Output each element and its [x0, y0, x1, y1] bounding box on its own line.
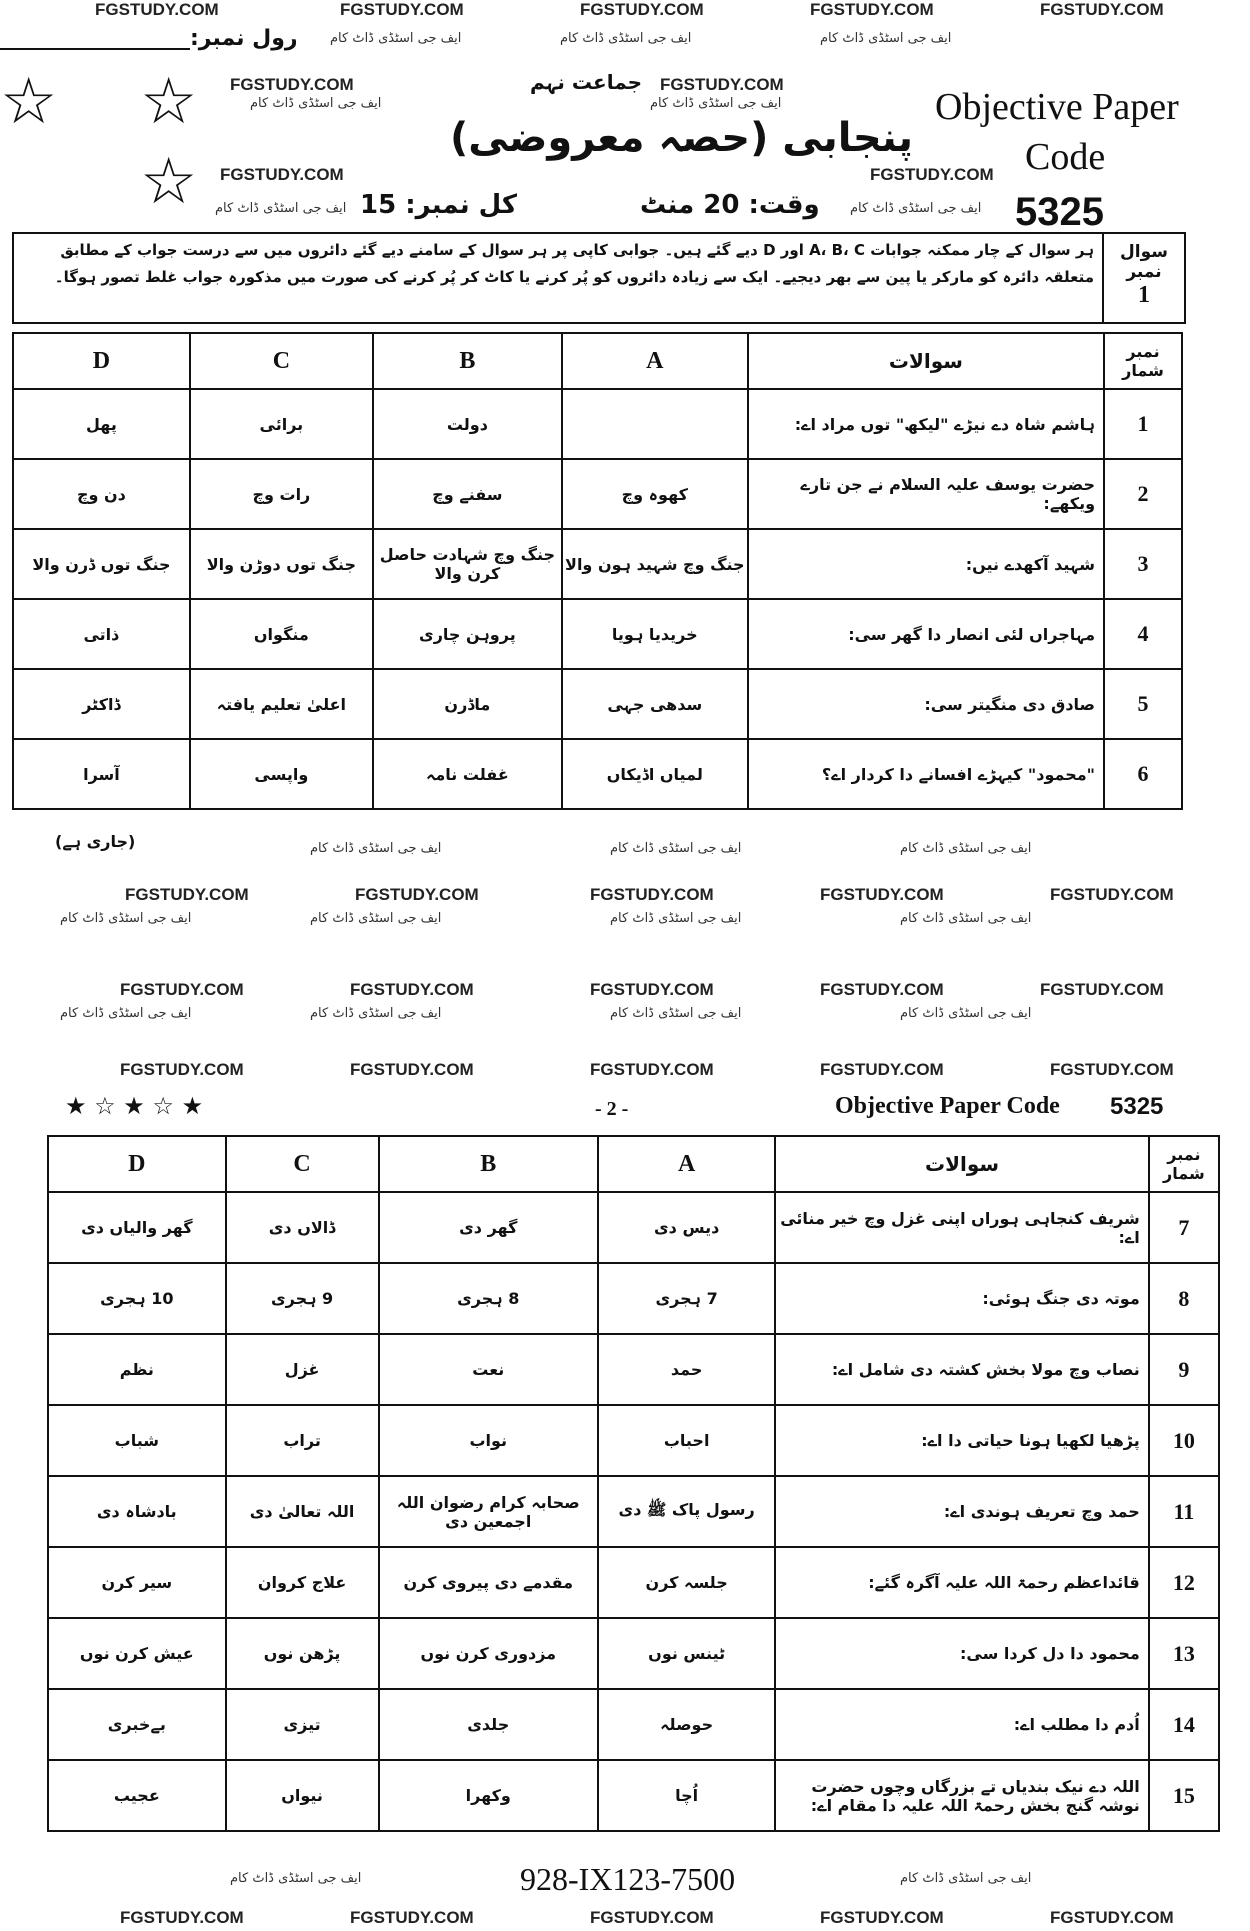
watermark-text: FGSTUDY.COM	[95, 0, 219, 19]
option-a: احباب	[598, 1405, 775, 1476]
watermark-text-urdu: ایف جی اسٹڈی ڈاٹ کام	[310, 911, 442, 926]
question-number: 2	[1104, 459, 1182, 529]
option-a: کھوہ وچ	[562, 459, 748, 529]
column-header-question: سوالات	[775, 1136, 1148, 1192]
paper-code-label: Objective Paper	[935, 86, 1179, 128]
question-number-cell	[1102, 234, 1184, 322]
question-row	[13, 669, 1182, 739]
paper-code: 5325	[1015, 190, 1104, 234]
option-a: حمد	[598, 1334, 775, 1405]
question-row	[13, 529, 1182, 599]
question-number: 11	[1149, 1476, 1219, 1547]
question-text: "محمود" کیہڑے افسانے دا کردار اے؟	[748, 739, 1104, 809]
option-d: عجیب	[48, 1760, 226, 1831]
option-b: مزدوری کرن نوں	[379, 1618, 598, 1689]
option-b: جلدی	[379, 1689, 598, 1760]
question-row	[13, 389, 1182, 459]
option-c: جنگ توں دوڑن والا	[190, 529, 373, 599]
option-c: ڈالاں دی	[226, 1192, 379, 1263]
question-text: پڑھیا لکھیا ہونا حیاتی دا اے:	[775, 1405, 1148, 1476]
question-number: 10	[1149, 1405, 1219, 1476]
option-d: عیش کرن نوں	[48, 1618, 226, 1689]
star-icon: ☆	[140, 65, 198, 139]
question-text: قائداعظم رحمۃ اللہ علیہ آگرہ گئے:	[775, 1547, 1148, 1618]
table-header-row	[13, 333, 1182, 389]
option-d: بادشاہ دی	[48, 1476, 226, 1547]
watermark-text: FGSTUDY.COM	[230, 75, 354, 94]
watermark-text: FGSTUDY.COM	[590, 1060, 714, 1079]
watermark-text-urdu: ایف جی اسٹڈی ڈاٹ کام	[310, 841, 442, 856]
watermark-text-urdu: ایف جی اسٹڈی ڈاٹ کام	[560, 31, 692, 46]
option-a: سدھی جہی	[562, 669, 748, 739]
option-a: اُچا	[598, 1760, 775, 1831]
option-b: گھر دی	[379, 1192, 598, 1263]
column-header-question: سوالات	[748, 333, 1104, 389]
watermark-text: FGSTUDY.COM	[820, 980, 944, 999]
option-a: رسول پاک ﷺ دی	[598, 1476, 775, 1547]
watermark-text-urdu: ایف جی اسٹڈی ڈاٹ کام	[900, 841, 1032, 856]
class-label: جماعت نہم	[530, 70, 643, 94]
option-c: غزل	[226, 1334, 379, 1405]
option-d: نظم	[48, 1334, 226, 1405]
option-b: مقدمے دی پیروی کرن	[379, 1547, 598, 1618]
option-a: 7 ہجری	[598, 1263, 775, 1334]
footer-code: 928-IX123-7500	[520, 1861, 736, 1897]
option-c: نیواں	[226, 1760, 379, 1831]
watermark-text-urdu: ایف جی اسٹڈی ڈاٹ کام	[610, 1006, 742, 1021]
total-marks: کل نمبر: 15	[360, 190, 517, 220]
question-text: ہاشم شاہ دے نیڑے "لیکھ" توں مراد اے:	[748, 389, 1104, 459]
question-text: اُدم دا مطلب اے:	[775, 1689, 1148, 1760]
question-row	[48, 1689, 1219, 1760]
option-d: ڈاکٹر	[13, 669, 190, 739]
option-c: علاج کروان	[226, 1547, 379, 1618]
watermark-text: FGSTUDY.COM	[120, 1908, 244, 1927]
question-number: 12	[1149, 1547, 1219, 1618]
column-header-d: D	[13, 333, 190, 389]
question-number: 4	[1104, 599, 1182, 669]
watermark-text: FGSTUDY.COM	[355, 885, 479, 904]
watermark-text-urdu: ایف جی اسٹڈی ڈاٹ کام	[230, 1871, 362, 1886]
question-number: 13	[1149, 1618, 1219, 1689]
watermark-text-urdu: ایف جی اسٹڈی ڈاٹ کام	[60, 911, 192, 926]
page-number: - 2 -	[595, 1098, 629, 1120]
option-c: تیزی	[226, 1689, 379, 1760]
option-a: جنگ وچ شہید ہون والا	[562, 529, 748, 599]
option-c: واپسی	[190, 739, 373, 809]
question-row	[48, 1476, 1219, 1547]
option-b: جنگ وچ شہادت حاصل کرن والا	[373, 529, 562, 599]
column-header-b: B	[373, 333, 562, 389]
watermark-text: FGSTUDY.COM	[1040, 980, 1164, 999]
option-c: اعلیٰ تعلیم یافتہ	[190, 669, 373, 739]
watermark-text-urdu: ایف جی اسٹڈی ڈاٹ کام	[900, 911, 1032, 926]
subject-title: پنجابی (حصہ معروضی)	[450, 115, 913, 161]
question-number: 3	[1104, 529, 1182, 599]
question-text: مہاجراں لئی انصار دا گھر سی:	[748, 599, 1104, 669]
option-c: اللہ تعالیٰ دی	[226, 1476, 379, 1547]
watermark-text-urdu: ایف جی اسٹڈی ڈاٹ کام	[610, 911, 742, 926]
option-d: دن وچ	[13, 459, 190, 529]
option-d: آسرا	[13, 739, 190, 809]
page2-code: 5325	[1110, 1093, 1164, 1120]
option-d: پھل	[13, 389, 190, 459]
question-row	[48, 1618, 1219, 1689]
option-a: جلسہ کرن	[598, 1547, 775, 1618]
watermark-text: FGSTUDY.COM	[1050, 1908, 1174, 1927]
question-text: اللہ دے نیک بندیاں تے بزرگاں وچوں حضرت نوشہ گنج بخش رحمۃ اللہ علیہ دا مقام اے:	[775, 1760, 1148, 1831]
watermark-text: FGSTUDY.COM	[340, 0, 464, 19]
watermark-text: FGSTUDY.COM	[810, 0, 934, 19]
question-number: 6	[1104, 739, 1182, 809]
option-a	[562, 389, 748, 459]
star-icon: ☆	[140, 145, 198, 219]
option-b: سفنے وچ	[373, 459, 562, 529]
question-text: حضرت یوسف علیہ السلام نے جن تارے ویکھے:	[748, 459, 1104, 529]
column-header-a: A	[562, 333, 748, 389]
watermark-text: FGSTUDY.COM	[870, 165, 994, 184]
continued-note: (جاری ہے)	[55, 832, 136, 851]
watermark-text-urdu: ایف جی اسٹڈی ڈاٹ کام	[900, 1006, 1032, 1021]
question-number: 1	[1138, 282, 1150, 308]
option-b: پروہن چاری	[373, 599, 562, 669]
watermark-text: FGSTUDY.COM	[350, 1060, 474, 1079]
watermark-text-urdu: ایف جی اسٹڈی ڈاٹ کام	[60, 1006, 192, 1021]
option-c: تراب	[226, 1405, 379, 1476]
option-d: شباب	[48, 1405, 226, 1476]
question-label: سوال نمبر	[1120, 242, 1168, 282]
watermark-text: FGSTUDY.COM	[660, 75, 784, 94]
roll-number-field[interactable]	[0, 48, 190, 50]
column-header-c: C	[190, 333, 373, 389]
option-d: بےخبری	[48, 1689, 226, 1760]
question-row	[48, 1192, 1219, 1263]
watermark-text-urdu: ایف جی اسٹڈی ڈاٹ کام	[215, 201, 347, 216]
option-d: گھر والیاں دی	[48, 1192, 226, 1263]
option-b: نعت	[379, 1334, 598, 1405]
watermark-text: FGSTUDY.COM	[350, 1908, 474, 1927]
watermark-text: FGSTUDY.COM	[1040, 0, 1164, 19]
question-number: 15	[1149, 1760, 1219, 1831]
question-row	[13, 739, 1182, 809]
column-header-d: D	[48, 1136, 226, 1192]
watermark-text: FGSTUDY.COM	[590, 980, 714, 999]
watermark-text-urdu: ایف جی اسٹڈی ڈاٹ کام	[250, 96, 382, 111]
question-text: شہید آکھدے نیں:	[748, 529, 1104, 599]
watermark-text: FGSTUDY.COM	[1050, 1060, 1174, 1079]
watermark-text-urdu: ایف جی اسٹڈی ڈاٹ کام	[850, 201, 982, 216]
question-row	[13, 459, 1182, 529]
question-text: شریف کنجاہی ہوراں اپنی غزل وچ خیر منائی اے:	[775, 1192, 1148, 1263]
watermark-text: FGSTUDY.COM	[1050, 885, 1174, 904]
watermark-text: FGSTUDY.COM	[220, 165, 344, 184]
option-b: ماڈرن	[373, 669, 562, 739]
question-text: موتہ دی جنگ ہوئی:	[775, 1263, 1148, 1334]
option-a: لمیاں اڈیکاں	[562, 739, 748, 809]
watermark-text-urdu: ایف جی اسٹڈی ڈاٹ کام	[330, 31, 462, 46]
option-b: وکھرا	[379, 1760, 598, 1831]
option-c: پڑھن نوں	[226, 1618, 379, 1689]
question-number: 9	[1149, 1334, 1219, 1405]
question-number: 14	[1149, 1689, 1219, 1760]
watermark-text: FGSTUDY.COM	[120, 980, 244, 999]
option-a: دیس دی	[598, 1192, 775, 1263]
watermark-text: FGSTUDY.COM	[590, 885, 714, 904]
option-c: منگواں	[190, 599, 373, 669]
watermark-text: FGSTUDY.COM	[125, 885, 249, 904]
option-a: حوصلہ	[598, 1689, 775, 1760]
watermark-text: FGSTUDY.COM	[820, 885, 944, 904]
table-header-row	[48, 1136, 1219, 1192]
question-row	[13, 599, 1182, 669]
star-icon: ☆	[0, 65, 58, 139]
option-b: صحابہ کرام رضوان اللہ اجمعین دی	[379, 1476, 598, 1547]
paper-code-label-2: Code	[1025, 136, 1106, 178]
watermark-text-urdu: ایف جی اسٹڈی ڈاٹ کام	[900, 1871, 1032, 1886]
questions-table-2	[47, 1135, 1220, 1832]
instructions-text: ہر سوال کے چار ممکنہ جوابات A، B، C اور D دیے گئے ہیں۔ جوابی کاپی پر ہر سوال کے سامنے دیے گئے دائروں میں سے درست جواب کے مطابق متعلقہ دائرہ کو مارکر یا پین سے بھر دیجیے۔ ایک سے زیادہ دائروں کو پُر کرنے یا کاٹ کر پُر کرنے کی صورت میں مذکورہ جواب غلط تصور ہوگا۔	[54, 241, 1094, 286]
watermark-text-urdu: ایف جی اسٹڈی ڈاٹ کام	[820, 31, 952, 46]
watermark-text-urdu: ایف جی اسٹڈی ڈاٹ کام	[650, 96, 782, 111]
question-number: 1	[1104, 389, 1182, 459]
column-header-c: C	[226, 1136, 379, 1192]
question-text: نصاب وچ مولا بخش کشتہ دی شامل اے:	[775, 1334, 1148, 1405]
option-a: خریدیا ہویا	[562, 599, 748, 669]
watermark-text-urdu: ایف جی اسٹڈی ڈاٹ کام	[310, 1006, 442, 1021]
watermark-text: FGSTUDY.COM	[820, 1060, 944, 1079]
question-number: 8	[1149, 1263, 1219, 1334]
option-b: نواب	[379, 1405, 598, 1476]
column-header-b: B	[379, 1136, 598, 1192]
page2-code-label: Objective Paper Code	[835, 1093, 1060, 1119]
option-b: 8 ہجری	[379, 1263, 598, 1334]
watermark-text-urdu: ایف جی اسٹڈی ڈاٹ کام	[610, 841, 742, 856]
option-d: سیر کرن	[48, 1547, 226, 1618]
option-c: برائی	[190, 389, 373, 459]
stars-icon: ★ ☆ ★ ☆ ★	[65, 1092, 204, 1120]
option-d: ذاتی	[13, 599, 190, 669]
question-number: 7	[1149, 1192, 1219, 1263]
option-d: 10 ہجری	[48, 1263, 226, 1334]
watermark-text: FGSTUDY.COM	[580, 0, 704, 19]
question-row	[48, 1263, 1219, 1334]
option-b: غفلت نامہ	[373, 739, 562, 809]
question-row	[48, 1334, 1219, 1405]
watermark-text: FGSTUDY.COM	[820, 1908, 944, 1927]
option-d: جنگ توں ڈرن والا	[13, 529, 190, 599]
question-number: 5	[1104, 669, 1182, 739]
question-text: صادق دی منگیتر سی:	[748, 669, 1104, 739]
instructions-box	[12, 232, 1186, 324]
time-allowed: وقت: 20 منٹ	[640, 190, 820, 220]
question-row	[48, 1760, 1219, 1831]
question-text: حمد وچ تعریف ہوندی اے:	[775, 1476, 1148, 1547]
question-text: محمود دا دل کردا سی:	[775, 1618, 1148, 1689]
option-c: رات وچ	[190, 459, 373, 529]
column-header-num: نمبر شمار	[1104, 333, 1182, 389]
watermark-text: FGSTUDY.COM	[590, 1908, 714, 1927]
column-header-a: A	[598, 1136, 775, 1192]
questions-table-1	[12, 332, 1183, 810]
watermark-text: FGSTUDY.COM	[120, 1060, 244, 1079]
column-header-num: نمبر شمار	[1149, 1136, 1219, 1192]
watermark-text: FGSTUDY.COM	[350, 980, 474, 999]
question-row	[48, 1547, 1219, 1618]
roll-number-label: رول نمبر:	[190, 26, 298, 51]
option-b: دولت	[373, 389, 562, 459]
option-a: ٹینس نوں	[598, 1618, 775, 1689]
option-c: 9 ہجری	[226, 1263, 379, 1334]
question-row	[48, 1405, 1219, 1476]
